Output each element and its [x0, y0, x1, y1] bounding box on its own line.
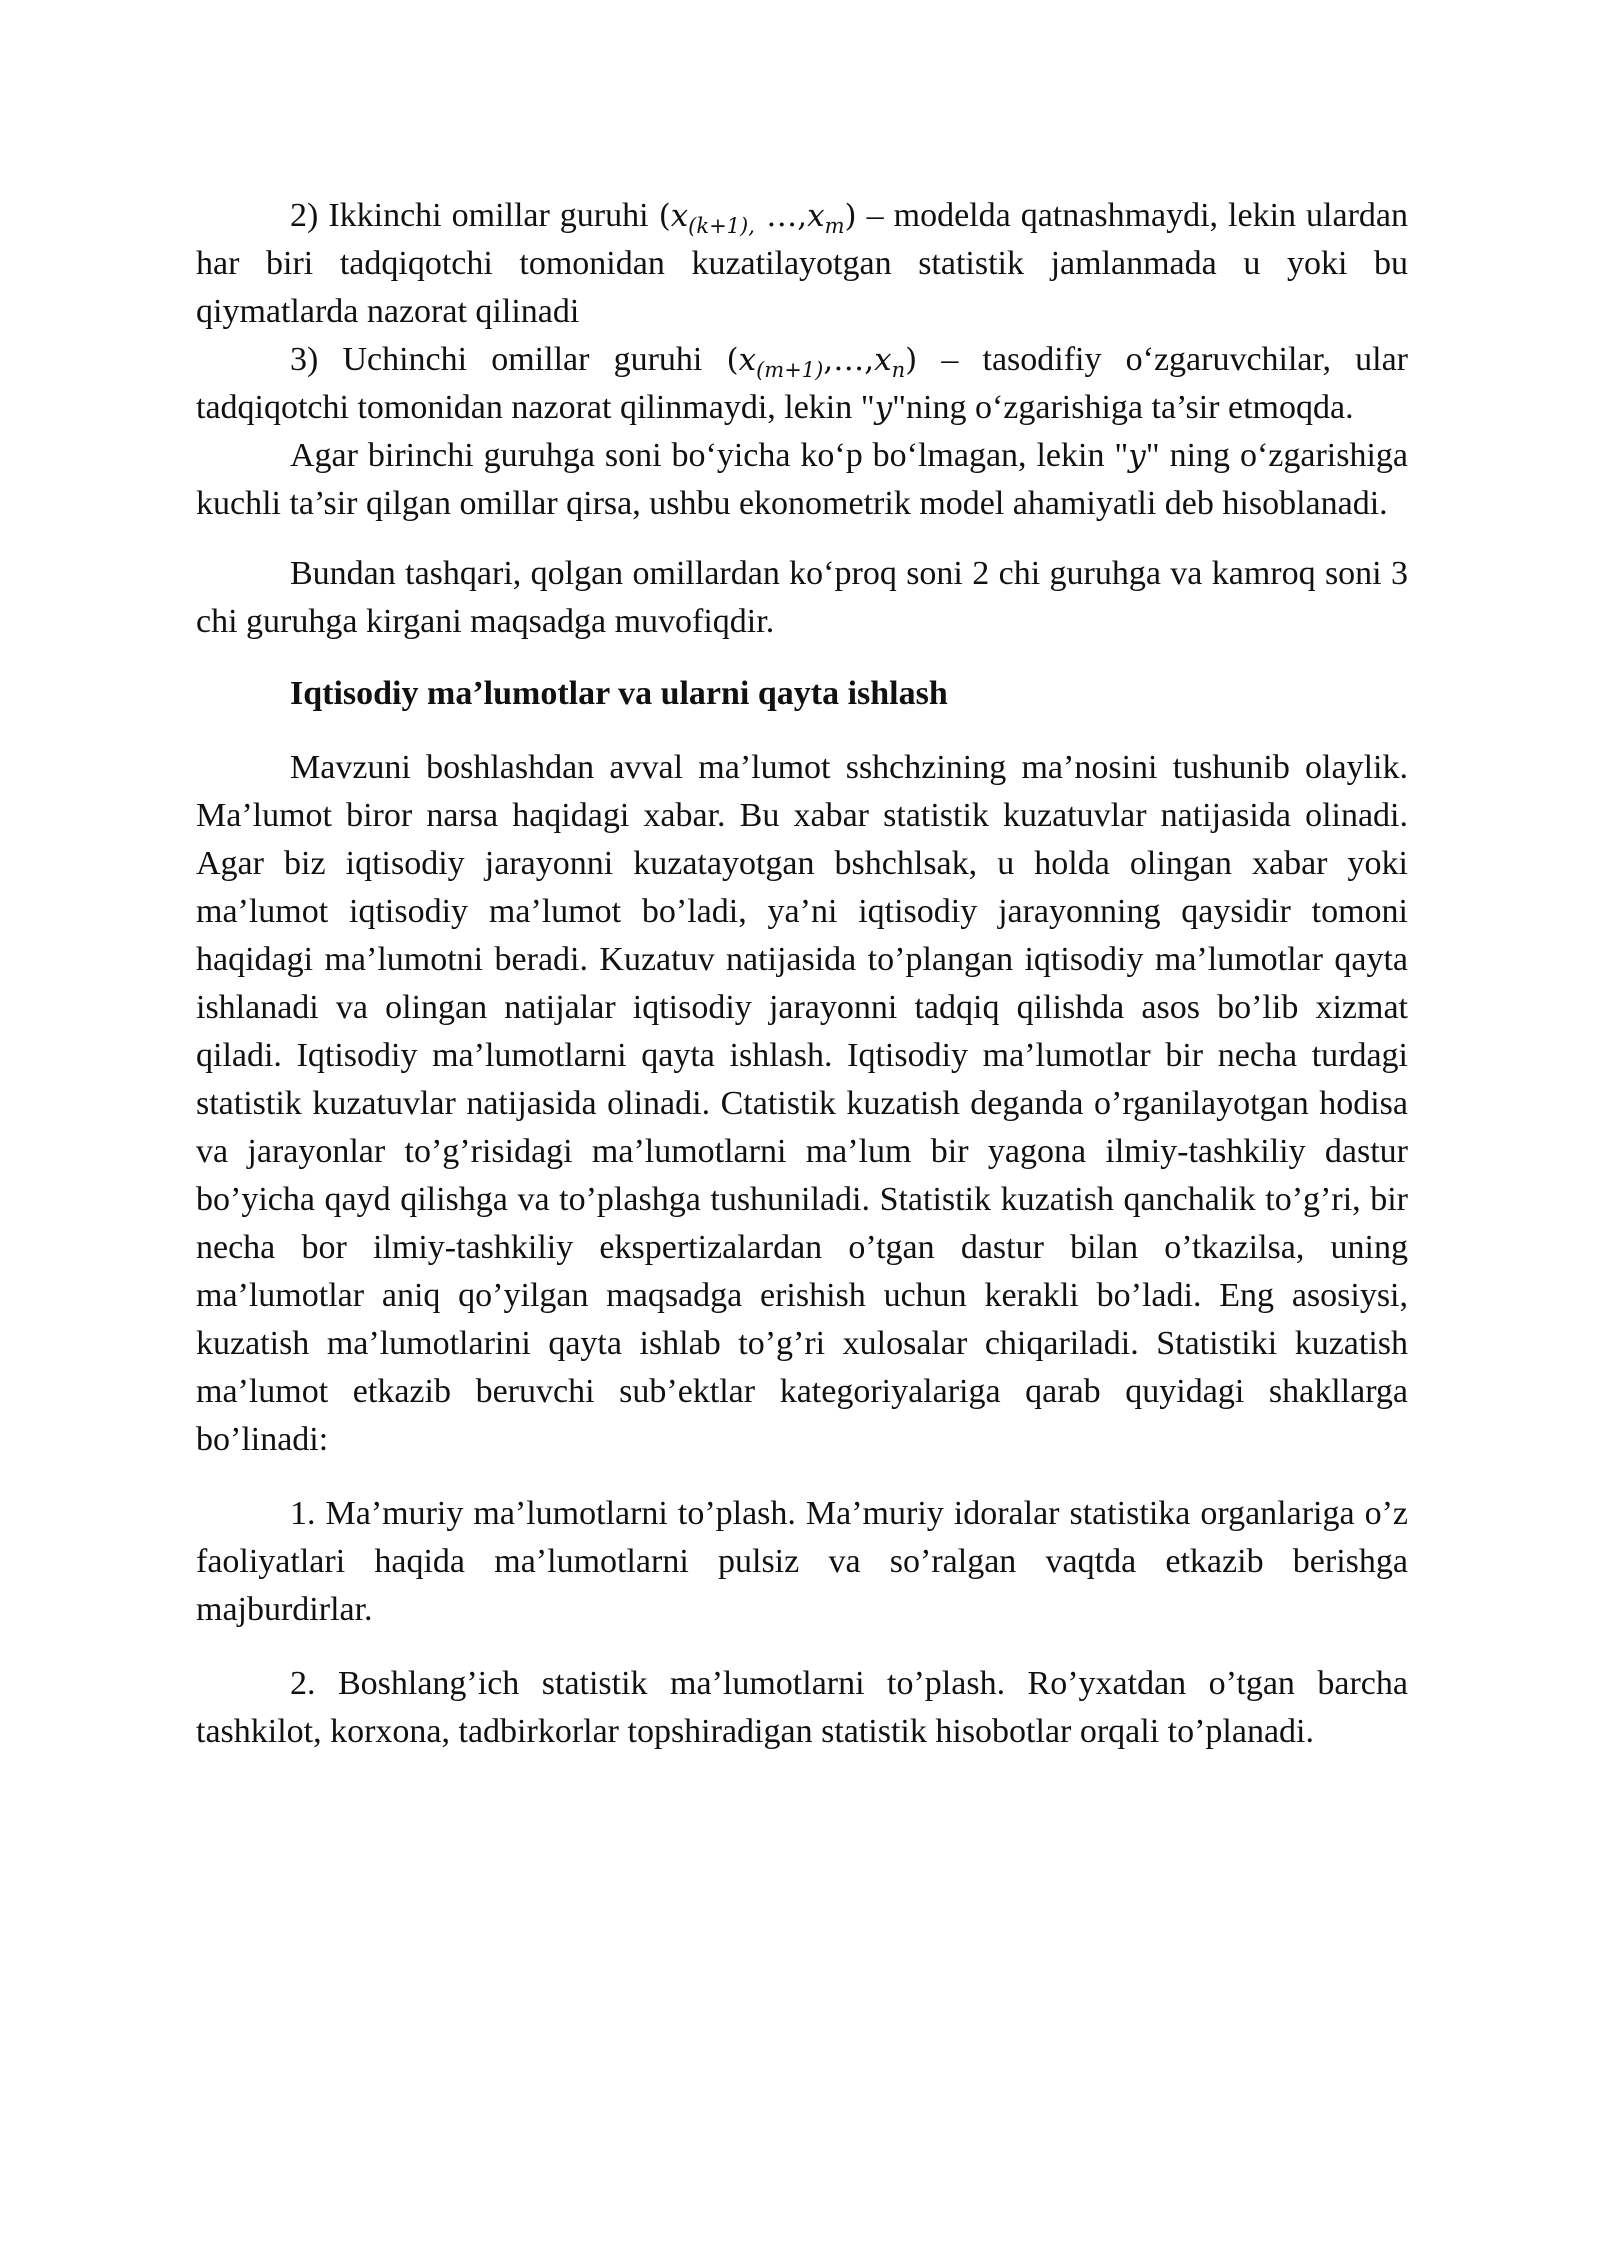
paragraph-tail-text: – tasodifiy o‘zgaruvchilar, ular tadqiqotchi tomonidan nazorat qilinmaydi, lekin "	[196, 341, 1408, 426]
math-variable-y: y	[874, 390, 893, 426]
section-heading: Iqtisodiy ma’lumotlar va ularni qayta ishlash	[290, 675, 948, 712]
paragraph-tail-text: "ning o‘zgarishiga ta’sir etmoqda.	[892, 389, 1354, 426]
paragraph-lead-text: 3) Uchinchi omillar guruhi	[290, 341, 727, 378]
document-page	[196, 192, 1408, 1756]
paragraph-lead-text: 2) Ikkinchi omillar guruhi	[290, 197, 659, 234]
paragraph-administrative-data: 1. Ma’muriy ma’lumotlarni to’plash. Ma’muriy idoralar statistika organlariga o’z faoliyatlari haqida ma’lumotlarni pulsiz va so’ralgan vaqtda etkazib berishga majburdirlar.	[196, 1495, 1408, 1628]
paragraph-remaining-factors: Bundan tashqari, qolgan omillardan ko‘proq soni 2 chi guruhga va kamroq soni 3 chi guruhga kirgani maqsadga muvofiqdir.	[196, 555, 1408, 640]
paragraph-economic-data: Mavzuni boshlashdan avval ma’lumot sshchzining ma’nosini tushunib olaylik. Ma’lumot biror narsa haqidagi xabar. Bu xabar statistik kuzatuvlar natijasida olinadi. Agar biz iqtisodiy jarayonni kuzatayotgan bshchlsak, u holda olingan xabar yoki ma’lumot iqtisodiy ma’lumot bo’ladi, ya’ni iqtisodiy jarayonning qaysidir tomoni haqidagi ma’lumotni beradi. Kuzatuv natijasida to’plangan iqtisodiy ma’lumotlar qayta ishlanadi va olingan natijalar iqtisodiy jarayonni tadqiq qilishda asos bo’lib xizmat qiladi. Iqtisodiy ma’lumotlarni qayta ishlash. Iqtisodiy ma’lumotlar bir necha turdagi statistik kuzatuvlar natijasida olinadi. Ctatistik kuzatish deganda o’rganilayotgan hodisa va jarayonlar to’g’risidagi ma’lumotlarni ma’lum bir yagona ilmiy-tashkiliy dastur bo’yicha qayd qilishga va to’plashga tushuniladi. Statistik kuzatish qanchalik to’g’ri, bir necha bor ilmiy-tashkiliy ekspertizalardan o’tgan dastur bilan o’tkazilsa, uning ma’lumotlar aniq qo’yilgan maqsadga erishish uchun kerakli bo’ladi. Eng asosiysi, kuzatish ma’lumotlarini qayta ishlab to’g’ri xulosalar chiqariladi. Statistiki kuzatish ma’lumot etkazib beruvchi sub’ektlar kategoriyalariga qarab quyidagi shakllarga bo’linadi:	[196, 749, 1408, 1458]
paragraph-lead-text: Agar birinchi guruhga soni bo‘yicha ko‘p bo‘lmagan, lekin "	[290, 437, 1129, 474]
math-expression: ($x_{(k+1),}$ $\dots,x_m$)	[658, 198, 857, 238]
math-expression: $(x_{(m+1)},\dots,x_n)$	[726, 342, 918, 382]
paragraph-primary-statistics: 2. Boshlang’ich statistik ma’lumotlarni to’plash. Ro’yxatdan o’tgan barcha tashkilot, korxona, tadbirkorlar topshiradigan statistik hisobotlar orqali to’planadi.	[196, 1665, 1408, 1750]
math-variable-y: y	[1128, 438, 1146, 474]
paragraph-second-factor-group	[196, 192, 1408, 336]
paragraph-model-significance	[196, 432, 1408, 528]
paragraph-third-factor-group	[196, 336, 1408, 432]
paragraph-tail-text: – modelda qatnashmaydi, lekin ulardan har biri tadqiqotchi tomonidan kuzatilayotgan statistik jamlanmada u yoki bu qiymatlarda nazorat qilinadi	[196, 197, 1408, 330]
paragraph-tail-text: " ning o‘zgarishiga kuchli ta’sir qilgan omillar qirsa, ushbu ekonometrik model ahamiyatli deb hisoblanadi.	[196, 437, 1409, 522]
